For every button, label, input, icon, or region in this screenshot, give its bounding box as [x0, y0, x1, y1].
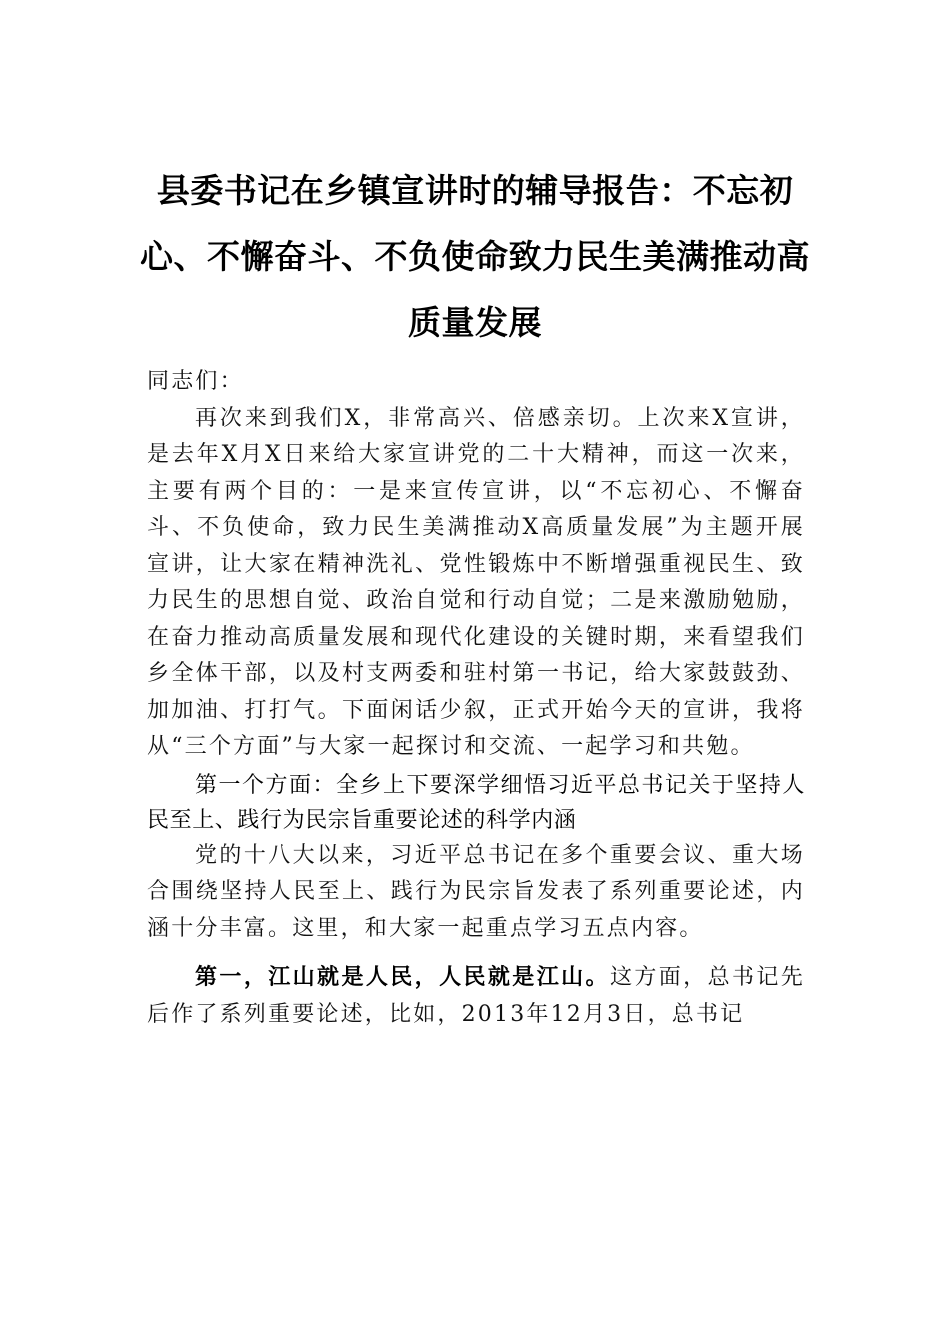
salutation: 同志们： [147, 369, 244, 394]
section-intro-paragraph: 党的十八大以来，习近平总书记在多个重要会议、重大场合围绕坚持人民至上、践行为民宗旨发表了系列重要论述，内涵十分丰富。这里，和大家一起重点学习五点内容。 [147, 842, 805, 941]
point-text: 这方面，总书记先后作了系列重要论述，比如，2013年12月3日，总书记 [147, 965, 805, 1027]
intro-paragraph: 再次来到我们X，非常高兴、倍感亲切。上次来X宣讲，是去年X月X日来给大家宣讲党的二十大精神，而这一次来，主要有两个目的：一是来宣传宣讲，以“不忘初心、不懈奋斗、不负使命，致力民生美满推动X高质量发展”为主题开展宣讲，让大家在精神洗礼、党性锻炼中不断增强重视民生、致力民生的思想自觉、政治自觉和行动自觉；二是来激励勉励，在奋力推动高质量发展和现代化建设的关键时期，来看望我们乡全体干部，以及村支两委和驻村第一书记，给大家鼓鼓劲、加加油、打打气。下面闲话少叙，正式开始今天的宣讲，我将从“三个方面”与大家一起探讨和交流、一起学习和共勉。 [147, 405, 805, 759]
point-lead: 第一，江山就是人民，人民就是江山。 [195, 964, 610, 990]
document-body [147, 364, 805, 1033]
point-paragraph [147, 959, 805, 1033]
section-heading: 第一个方面：全乡上下要深学细悟习近平总书记关于坚持人民至上、践行为民宗旨重要论述的科学内涵 [147, 772, 805, 833]
document-title: 县委书记在乡镇宣讲时的辅导报告：不忘初心、不懈奋斗、不负使命致力民生美满推动高质量发展 [140, 171, 810, 342]
